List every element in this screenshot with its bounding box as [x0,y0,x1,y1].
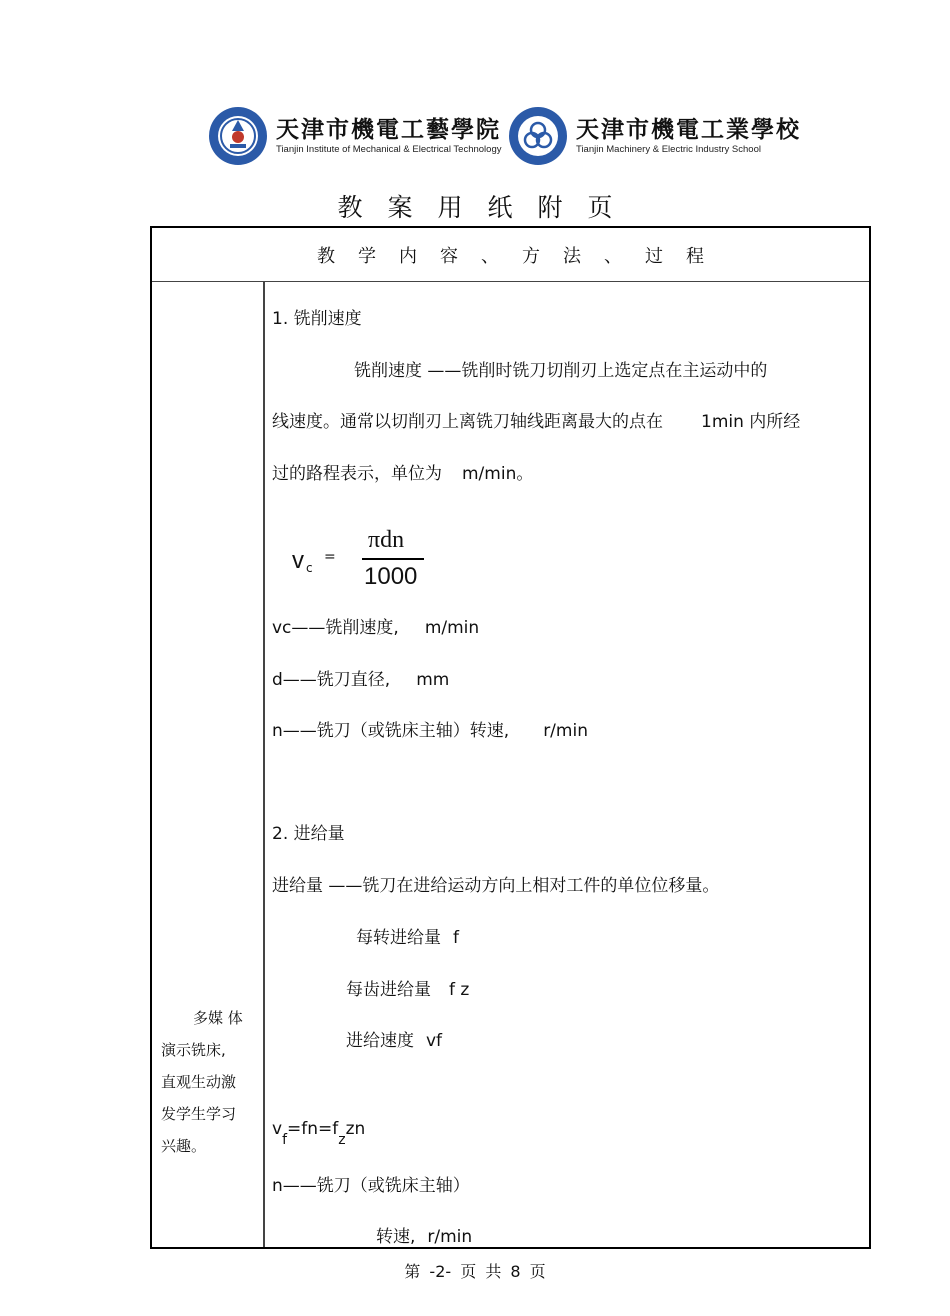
logo-left-name-cn: 天津市機電工藝學院 [276,116,501,143]
variable-label: vc——铣削速度, [272,618,399,638]
feed-symbol: f z [449,980,470,1000]
logo-right-name-en: Tianjin Machinery & Electric Industry School [576,144,761,155]
side-note-line: 多媒 体 [193,1009,243,1027]
speed-definition-unit: m/min。 [462,464,534,484]
page-title: 教案用纸附页 [337,193,638,222]
side-note [161,1002,257,1162]
speed-definition-time: 1min 内所经 [701,412,801,432]
cutting-speed-formula [292,527,418,597]
logo-left-name-en: Tianjin Institute of Mechanical & Electrical Technology [276,144,502,155]
vf-formula-mid: =fn=f [287,1119,339,1139]
page-footer: 第 -2- 页 共 8 页 [404,1262,546,1281]
feed-label: 每齿进给量 [346,980,431,1000]
variable-label: d——铣刀直径, [272,670,391,690]
formula-lhs-subscript: c [306,561,313,575]
vf-formula-end: zn [345,1119,366,1139]
feed-symbol: vf [426,1031,443,1051]
school-seal-icon [508,106,568,166]
vf-formula-sub-z: z [338,1132,346,1148]
section-1-heading: 1. 铣削速度 [272,309,362,329]
vf-formula-sub-f: f [282,1132,287,1148]
variable-unit: m/min [424,618,480,638]
logo-right-name-cn: 天津市機電工業學校 [576,116,801,143]
side-note-line: 直观生动激 [161,1073,237,1091]
vf-formula-v: v [272,1119,283,1139]
section-2-heading: 2. 进给量 [272,824,345,844]
formula-numerator: πdn [368,527,405,553]
variable-unit: mm [416,670,450,690]
variable-unit: r/min [543,721,588,741]
column-divider [263,282,265,1247]
speed-definition-text: 线速度。通常以切削刃上离铣刀轴线距离最大的点在 [272,412,663,432]
speed-definition-line-1: 铣削速度 ——铣削时铣刀切削刃上选定点在主运动中的 [354,361,768,381]
side-note-line: 发学生学习 [161,1105,237,1123]
side-note-line: 演示铣床, [161,1041,226,1059]
rpm-label: 转速, [376,1227,416,1247]
speed-definition-line-2 [272,410,800,434]
logo-right [508,106,801,166]
table-header: 教学内容、方法、过程 [152,228,869,282]
feed-per-tooth [346,978,469,1002]
side-note-line: 兴趣。 [161,1137,207,1155]
feed-label: 进给速度 [346,1031,414,1051]
lesson-table [150,226,871,1249]
rpm-unit: r/min [427,1227,473,1247]
variable-vc [272,616,479,640]
spindle-line: n——铣刀（或铣床主轴） [272,1176,470,1196]
variable-n [272,719,588,743]
speed-definition-text: 过的路程表示，单位为 [272,464,442,484]
feed-symbol: f [453,928,459,948]
content-column [272,282,862,1247]
feed-per-revolution [356,926,459,950]
formula-equals: = [324,549,336,565]
logo-left [208,106,501,166]
formula-lhs: v [292,547,304,574]
feed-definition: 进给量 ——铣刀在进给运动方向上相对工件的单位位移量。 [272,876,720,896]
variable-label: n——铣刀（或铣床主轴）转速, [272,721,510,741]
rpm-line [376,1225,472,1249]
feed-label: 每转进给量 [356,928,441,948]
formula-denominator: 1000 [364,563,418,590]
variable-d [272,668,449,692]
feed-velocity-formula [272,1119,366,1148]
feed-velocity [346,1029,442,1053]
formula-fraction-bar [362,558,424,560]
speed-definition-line-3 [272,462,533,486]
school-seal-icon [208,106,268,166]
